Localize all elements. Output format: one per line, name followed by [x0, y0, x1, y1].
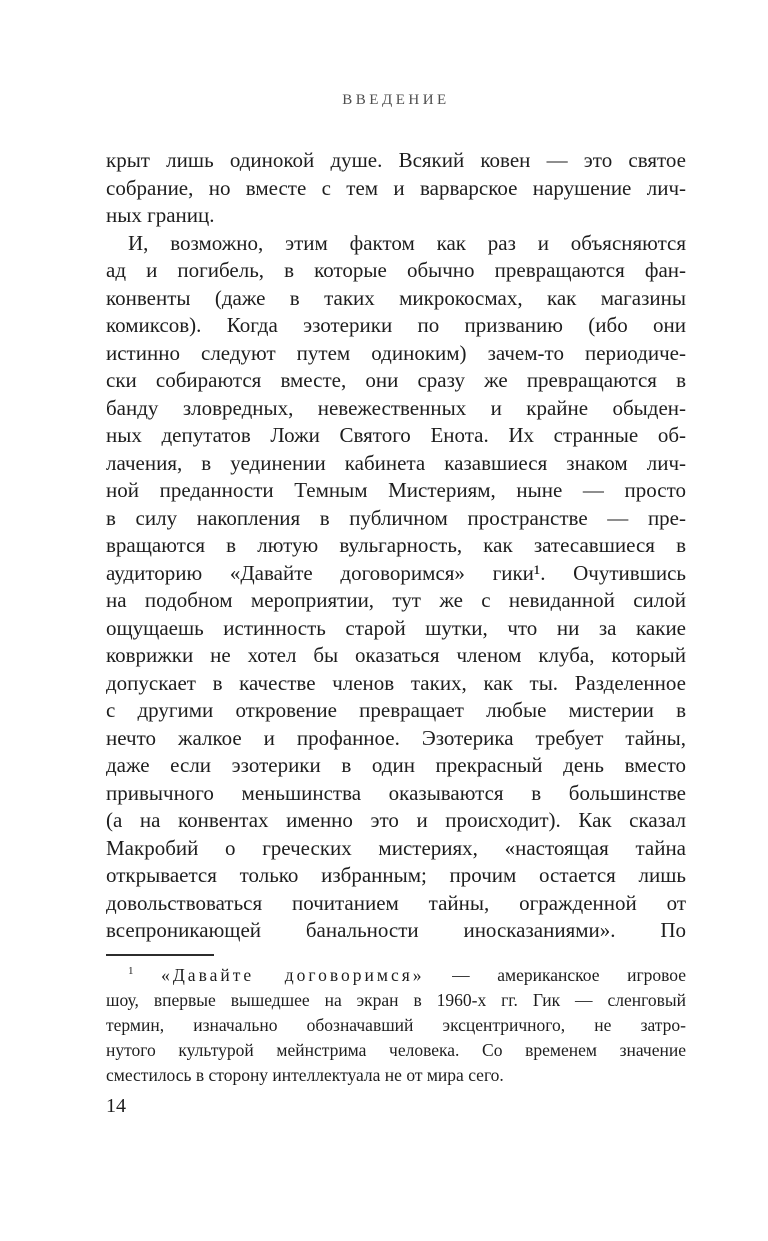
footnote-marker: 1	[128, 965, 134, 978]
text-line: лачения, в уединении кабинета казавшиеся знаком лич-	[106, 450, 686, 475]
footnote	[106, 954, 686, 1088]
text-line: в силу накопления в публичном пространстве — пре-	[106, 505, 686, 530]
text-line: довольствоваться почитанием тайны, огражденной от	[106, 890, 686, 915]
text-line: на подобном мероприятии, тут же с невиданной силой	[106, 588, 686, 612]
text-line: открывается только избранным; прочим остается лишь	[106, 863, 686, 887]
running-head: ВВЕДЕНИЕ	[342, 92, 450, 108]
text-line: ной преданности Темным Мистериям, ныне — просто	[106, 478, 686, 502]
paragraph	[106, 230, 686, 945]
text-line: комиксов). Когда эзотерики по призванию (ибо они	[106, 313, 686, 337]
paragraph	[106, 147, 686, 230]
text-line: истинно следуют путем одиноким) зачем-то периодиче-	[106, 340, 686, 365]
text-line: вращаются в лютую вульгарность, как затесавшиеся в	[106, 533, 686, 557]
text-line: допускает в качестве членов таких, как ты. Разделенное	[106, 670, 686, 695]
text-line: ад и погибель, в которые обычно превращаются фан-	[106, 258, 686, 282]
text-line: привычного меньшинства оказываются в большинстве	[106, 780, 686, 805]
text-line: И, возможно, этим фактом как раз и объясняются	[128, 230, 686, 255]
text-line: с другими откровение превращает любые мистерии в	[106, 698, 686, 722]
text-line: коврижки не хотел бы оказаться членом клуба, который	[106, 643, 686, 667]
footnote-line: шоу, впервые вышедшее на экран в 1960-х гг. Гик — сленговый	[106, 990, 686, 1010]
text-line: даже если эзотерики в один прекрасный день вместо	[106, 753, 686, 777]
text-line: всепроникающей банальности иносказаниями». По	[106, 918, 686, 942]
text-line: банду зловредных, невежественных и крайне обыден-	[106, 395, 686, 420]
text-line: крыт лишь одинокой душе. Всякий ковен — это святое	[106, 148, 686, 172]
page-number: 14	[106, 1095, 126, 1117]
footnote-line-first	[106, 963, 686, 988]
text-line: ски собираются вместе, они сразу же превращаются в	[106, 368, 686, 392]
footnote-line-rest: — американское игровое	[452, 965, 686, 985]
footnote-line: сместилось в сторону интеллектуала не от мира сего.	[106, 1065, 504, 1085]
footnote-term: «Давайте договоримся»	[161, 965, 425, 985]
footnote-line: нутого культурой мейнстрима человека. Со временем значение	[106, 1040, 686, 1060]
text-line: ных границ.	[106, 203, 215, 227]
text-line: собрание, но вместе с тем и варварское нарушение лич-	[106, 175, 686, 200]
text-line: аудиторию «Давайте договоримся» гики¹. Очутившись	[106, 560, 686, 585]
footnote-line: термин, изначально обозначавший эксцентричного, не затро-	[106, 1015, 686, 1035]
text-line: конвенты (даже в таких микрокосмах, как магазины	[106, 285, 686, 310]
text-line: Макробий о греческих мистериях, «настоящая тайна	[106, 835, 686, 860]
text-line: нечто жалкое и профанное. Эзотерика требует тайны,	[106, 725, 686, 750]
footnote-separator-rule	[106, 954, 214, 956]
text-line: (а на конвентах именно это и происходит). Как сказал	[106, 808, 686, 832]
footnote-lines	[106, 988, 686, 1088]
text-line: ощущаешь истинность старой шутки, что ни за какие	[106, 615, 686, 640]
body-text	[106, 147, 686, 945]
text-line: ных депутатов Ложи Святого Енота. Их странные об-	[106, 423, 686, 447]
